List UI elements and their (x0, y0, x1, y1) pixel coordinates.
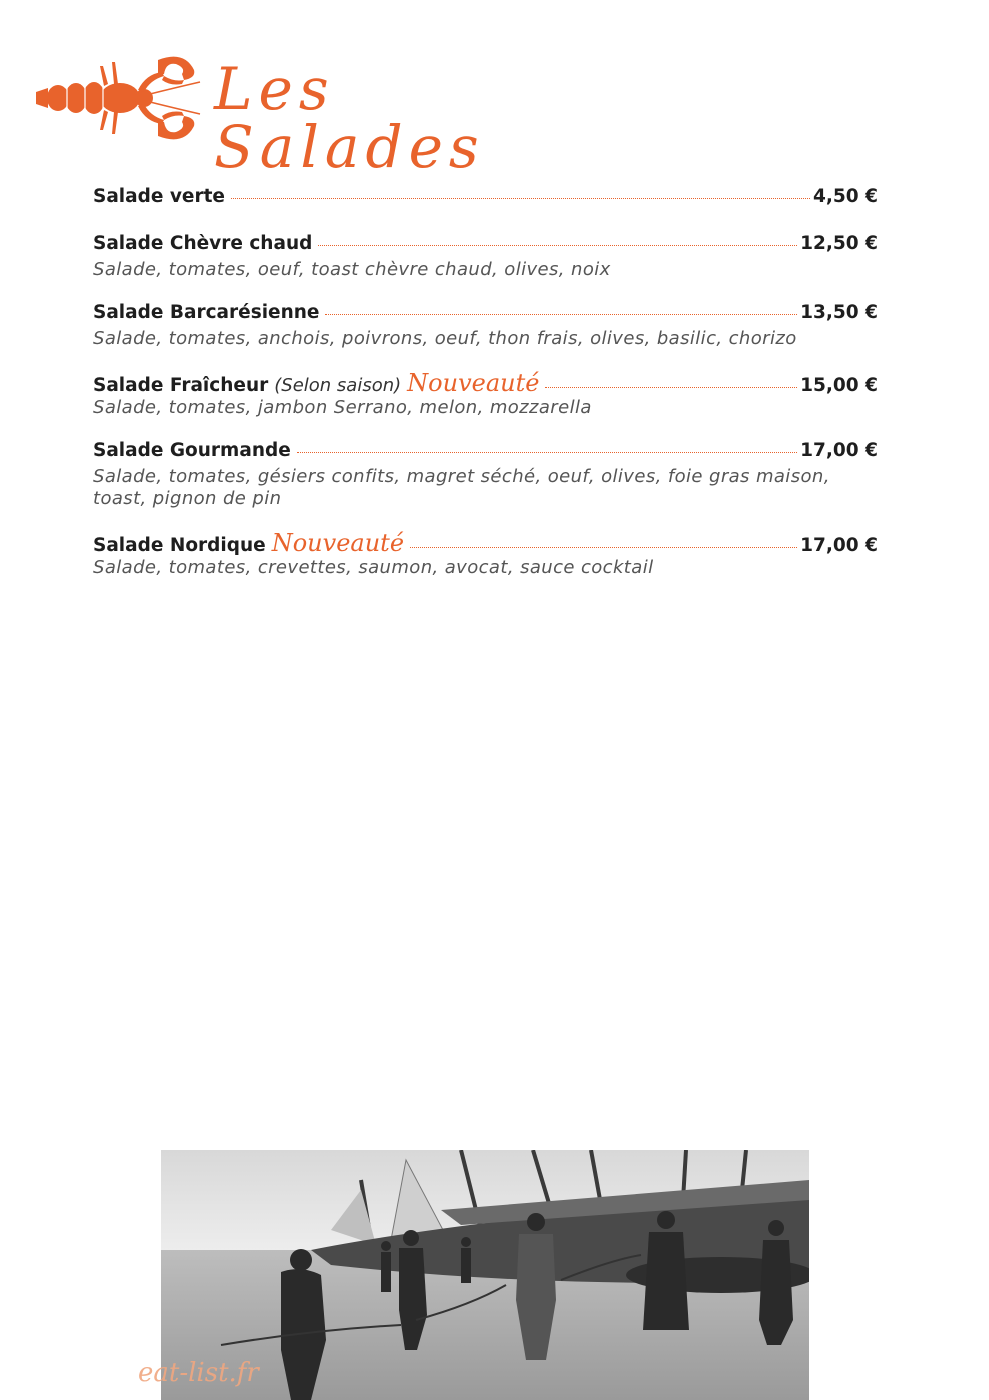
dotted-leader (297, 452, 797, 453)
item-price: 4,50 € (813, 186, 878, 207)
dotted-leader (231, 198, 810, 199)
menu-item-salade-fraicheur (93, 371, 878, 419)
item-price: 17,00 € (800, 535, 878, 556)
item-price: 15,00 € (800, 375, 878, 396)
item-price: 17,00 € (800, 440, 878, 461)
lobster-icon (34, 52, 202, 144)
menu-item-salade-nordique (93, 531, 878, 579)
item-name: Salade Gourmande (93, 440, 291, 461)
salad-menu-list (93, 186, 878, 600)
dotted-leader (318, 245, 797, 246)
item-description: Salade, tomates, gésiers confits, magret séché, oeuf, olives, foie gras maison, toast, pignon de pin (93, 466, 830, 509)
item-price: 13,50 € (800, 302, 878, 323)
dotted-leader (325, 314, 797, 315)
menu-item-salade-gourmande (93, 440, 878, 510)
menu-item-salade-barcaresienne (93, 302, 878, 350)
item-name: Salade verte (93, 186, 225, 207)
menu-item-salade-chevre-chaud (93, 233, 878, 281)
item-name: Salade Fraîcheur (93, 375, 269, 396)
item-name: Salade Barcarésienne (93, 302, 320, 323)
dotted-leader (545, 387, 797, 388)
new-badge: Nouveauté (407, 369, 540, 397)
item-description: Salade, tomates, oeuf, toast chèvre chaud, olives, noix (93, 259, 611, 280)
item-description: Salade, tomates, crevettes, saumon, avocat, sauce cocktail (93, 557, 654, 578)
item-price: 12,50 € (800, 233, 878, 254)
item-description: Salade, tomates, anchois, poivrons, oeuf, thon frais, olives, basilic, chorizo (93, 328, 797, 349)
new-badge: Nouveauté (271, 529, 405, 557)
menu-item-salade-verte (93, 186, 878, 212)
item-name: Salade Chèvre chaud (93, 233, 313, 254)
dotted-leader (410, 547, 797, 548)
page-title: Les Salades (214, 55, 485, 181)
item-name: Salade Nordique (93, 535, 266, 556)
item-note: (Selon saison) (274, 375, 402, 396)
menu-header (34, 48, 534, 181)
item-description: Salade, tomates, jambon Serrano, melon, mozzarella (93, 397, 592, 418)
watermark: eat-list.fr (138, 1358, 259, 1388)
